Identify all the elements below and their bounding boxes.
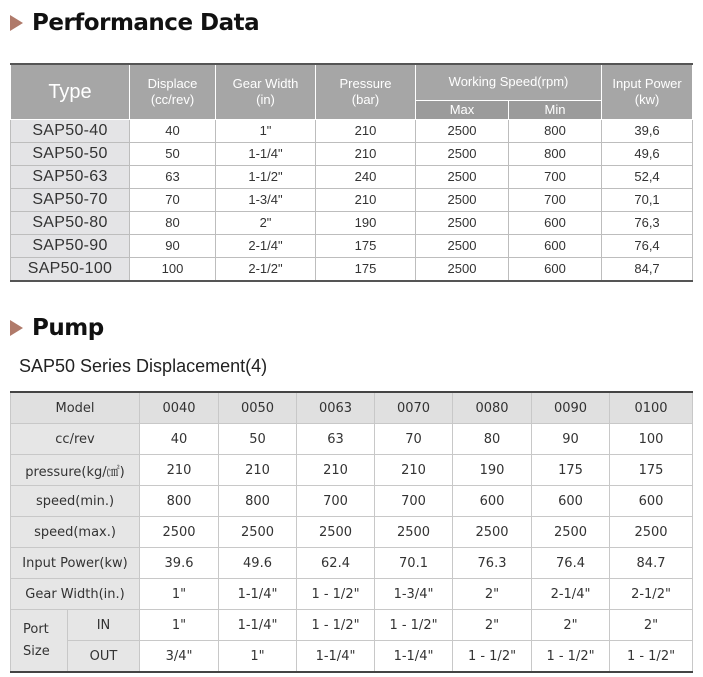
value-cell: 2500 xyxy=(610,517,693,548)
value-cell: 2500 xyxy=(297,517,375,548)
working-speed-header: Working Speed(rpm) xyxy=(416,64,602,100)
value-cell: 63 xyxy=(297,424,375,455)
port-in-cell: 2" xyxy=(532,610,610,641)
value-cell: 49.6 xyxy=(219,548,297,579)
input-power-header: Input Power (kw) xyxy=(602,64,693,119)
max-speed-cell: 2500 xyxy=(416,234,509,257)
input-power-cell: 76,3 xyxy=(602,211,693,234)
port-out-cell: 1-1/4" xyxy=(297,641,375,673)
displace-cell: 40 xyxy=(130,119,216,142)
value-cell: 175 xyxy=(532,455,610,486)
model-cell: 0100 xyxy=(610,392,693,424)
performance-data-heading xyxy=(10,10,259,36)
pressure-cell: 210 xyxy=(316,188,416,211)
table-row xyxy=(11,257,693,281)
port-out-cell: 3/4" xyxy=(140,641,219,673)
value-cell: 175 xyxy=(610,455,693,486)
model-cell: 0070 xyxy=(375,392,453,424)
row-label: Gear Width(in.) xyxy=(11,579,140,610)
pressure-cell: 210 xyxy=(316,142,416,165)
value-cell: 800 xyxy=(219,486,297,517)
table-row xyxy=(11,142,693,165)
value-cell: 70.1 xyxy=(375,548,453,579)
input-power-cell: 52,4 xyxy=(602,165,693,188)
input-power-cell: 39,6 xyxy=(602,119,693,142)
value-cell: 90 xyxy=(532,424,610,455)
value-cell: 600 xyxy=(453,486,532,517)
gear-width-cell: 1-1/2" xyxy=(216,165,316,188)
type-cell: SAP50-50 xyxy=(11,142,130,165)
value-cell: 76.3 xyxy=(453,548,532,579)
value-cell: 62.4 xyxy=(297,548,375,579)
displace-cell: 63 xyxy=(130,165,216,188)
series-subtitle: SAP50 Series Displacement(4) xyxy=(19,356,268,376)
min-speed-cell: 800 xyxy=(509,119,602,142)
max-speed-cell: 2500 xyxy=(416,257,509,281)
pressure-header: Pressure (bar) xyxy=(316,64,416,119)
value-cell: 76.4 xyxy=(532,548,610,579)
table-row xyxy=(11,188,693,211)
model-cell: 0080 xyxy=(453,392,532,424)
triangle-bullet-icon xyxy=(10,320,23,336)
row-label: speed(max.) xyxy=(11,517,140,548)
port-out-cell: 1" xyxy=(219,641,297,673)
type-cell: SAP50-40 xyxy=(11,119,130,142)
value-cell: 39.6 xyxy=(140,548,219,579)
port-in-cell: 1" xyxy=(140,610,219,641)
port-in-row xyxy=(11,610,693,641)
value-cell: 1 - 1/2" xyxy=(297,579,375,610)
min-speed-cell: 700 xyxy=(509,165,602,188)
model-label: Model xyxy=(11,392,140,424)
type-cell: SAP50-100 xyxy=(11,257,130,281)
input-power-cell: 49,6 xyxy=(602,142,693,165)
displace-cell: 70 xyxy=(130,188,216,211)
port-out-cell: 1 - 1/2" xyxy=(610,641,693,673)
value-cell: 2" xyxy=(453,579,532,610)
value-cell: 700 xyxy=(297,486,375,517)
row-label: Input Power(kw) xyxy=(11,548,140,579)
gear-width-cell: 2-1/4" xyxy=(216,234,316,257)
port-out-cell: 1-1/4" xyxy=(375,641,453,673)
input-power-cell: 70,1 xyxy=(602,188,693,211)
type-cell: SAP50-90 xyxy=(11,234,130,257)
max-speed-cell: 2500 xyxy=(416,165,509,188)
row-label: cc/rev xyxy=(11,424,140,455)
value-cell: 70 xyxy=(375,424,453,455)
heading-text: Performance Data xyxy=(32,10,260,36)
value-cell: 2500 xyxy=(532,517,610,548)
table-row xyxy=(11,234,693,257)
value-cell: 2-1/4" xyxy=(532,579,610,610)
port-out-cell: 1 - 1/2" xyxy=(453,641,532,673)
min-speed-cell: 700 xyxy=(509,188,602,211)
table-row xyxy=(11,119,693,142)
gear-width-cell: 1-1/4" xyxy=(216,142,316,165)
value-cell: 2500 xyxy=(140,517,219,548)
table-row xyxy=(11,165,693,188)
port-in-label: IN xyxy=(68,610,140,641)
row-label: pressure(kg/㎠) xyxy=(11,455,140,486)
row-label: speed(min.) xyxy=(11,486,140,517)
value-cell: 84.7 xyxy=(610,548,693,579)
gear-width-cell: 2-1/2" xyxy=(216,257,316,281)
port-in-cell: 1 - 1/2" xyxy=(375,610,453,641)
value-cell: 700 xyxy=(375,486,453,517)
displace-header: Displace (cc/rev) xyxy=(130,64,216,119)
model-cell: 0040 xyxy=(140,392,219,424)
pressure-cell: 240 xyxy=(316,165,416,188)
port-in-cell: 2" xyxy=(610,610,693,641)
value-cell: 1-3/4" xyxy=(375,579,453,610)
model-cell: 0050 xyxy=(219,392,297,424)
value-cell: 1" xyxy=(140,579,219,610)
gear-width-cell: 1" xyxy=(216,119,316,142)
pump-heading xyxy=(10,315,104,341)
type-cell: SAP50-70 xyxy=(11,188,130,211)
table-row xyxy=(11,211,693,234)
pump-displacement-table xyxy=(10,391,693,673)
gear-width-cell: 2" xyxy=(216,211,316,234)
value-cell: 600 xyxy=(532,486,610,517)
performance-data-table xyxy=(10,63,693,282)
value-cell: 2500 xyxy=(453,517,532,548)
port-out-label: OUT xyxy=(68,641,140,673)
min-speed-cell: 600 xyxy=(509,234,602,257)
max-header: Max xyxy=(416,100,509,119)
pressure-cell: 190 xyxy=(316,211,416,234)
model-row xyxy=(11,392,693,424)
port-out-cell: 1 - 1/2" xyxy=(532,641,610,673)
value-cell: 100 xyxy=(610,424,693,455)
displace-cell: 90 xyxy=(130,234,216,257)
value-cell: 50 xyxy=(219,424,297,455)
value-cell: 210 xyxy=(219,455,297,486)
type-cell: SAP50-80 xyxy=(11,211,130,234)
min-header: Min xyxy=(509,100,602,119)
value-cell: 2500 xyxy=(219,517,297,548)
value-cell: 80 xyxy=(453,424,532,455)
max-speed-cell: 2500 xyxy=(416,142,509,165)
value-cell: 2500 xyxy=(375,517,453,548)
triangle-bullet-icon xyxy=(10,15,23,31)
table-row xyxy=(11,548,693,579)
value-cell: 2-1/2" xyxy=(610,579,693,610)
value-cell: 40 xyxy=(140,424,219,455)
pressure-cell: 210 xyxy=(316,119,416,142)
gear-width-header: Gear Width (in) xyxy=(216,64,316,119)
type-header: Type xyxy=(11,64,130,119)
table-row xyxy=(11,517,693,548)
pressure-cell: 175 xyxy=(316,257,416,281)
displace-cell: 50 xyxy=(130,142,216,165)
value-cell: 600 xyxy=(610,486,693,517)
gear-width-cell: 1-3/4" xyxy=(216,188,316,211)
table-row xyxy=(11,424,693,455)
min-speed-cell: 600 xyxy=(509,257,602,281)
value-cell: 800 xyxy=(140,486,219,517)
input-power-cell: 76,4 xyxy=(602,234,693,257)
port-in-cell: 1 - 1/2" xyxy=(297,610,375,641)
table-row xyxy=(11,579,693,610)
port-size-label: Port Size xyxy=(11,610,68,673)
input-power-cell: 84,7 xyxy=(602,257,693,281)
max-speed-cell: 2500 xyxy=(416,119,509,142)
port-in-cell: 2" xyxy=(453,610,532,641)
type-cell: SAP50-63 xyxy=(11,165,130,188)
max-speed-cell: 2500 xyxy=(416,188,509,211)
value-cell: 210 xyxy=(140,455,219,486)
heading-text: Pump xyxy=(32,315,104,341)
min-speed-cell: 800 xyxy=(509,142,602,165)
value-cell: 1-1/4" xyxy=(219,579,297,610)
port-out-row xyxy=(11,641,693,673)
model-cell: 0063 xyxy=(297,392,375,424)
value-cell: 210 xyxy=(375,455,453,486)
value-cell: 210 xyxy=(297,455,375,486)
port-in-cell: 1-1/4" xyxy=(219,610,297,641)
min-speed-cell: 600 xyxy=(509,211,602,234)
table-row xyxy=(11,486,693,517)
displace-cell: 100 xyxy=(130,257,216,281)
table-row xyxy=(11,455,693,486)
displace-cell: 80 xyxy=(130,211,216,234)
max-speed-cell: 2500 xyxy=(416,211,509,234)
value-cell: 190 xyxy=(453,455,532,486)
model-cell: 0090 xyxy=(532,392,610,424)
pressure-cell: 175 xyxy=(316,234,416,257)
